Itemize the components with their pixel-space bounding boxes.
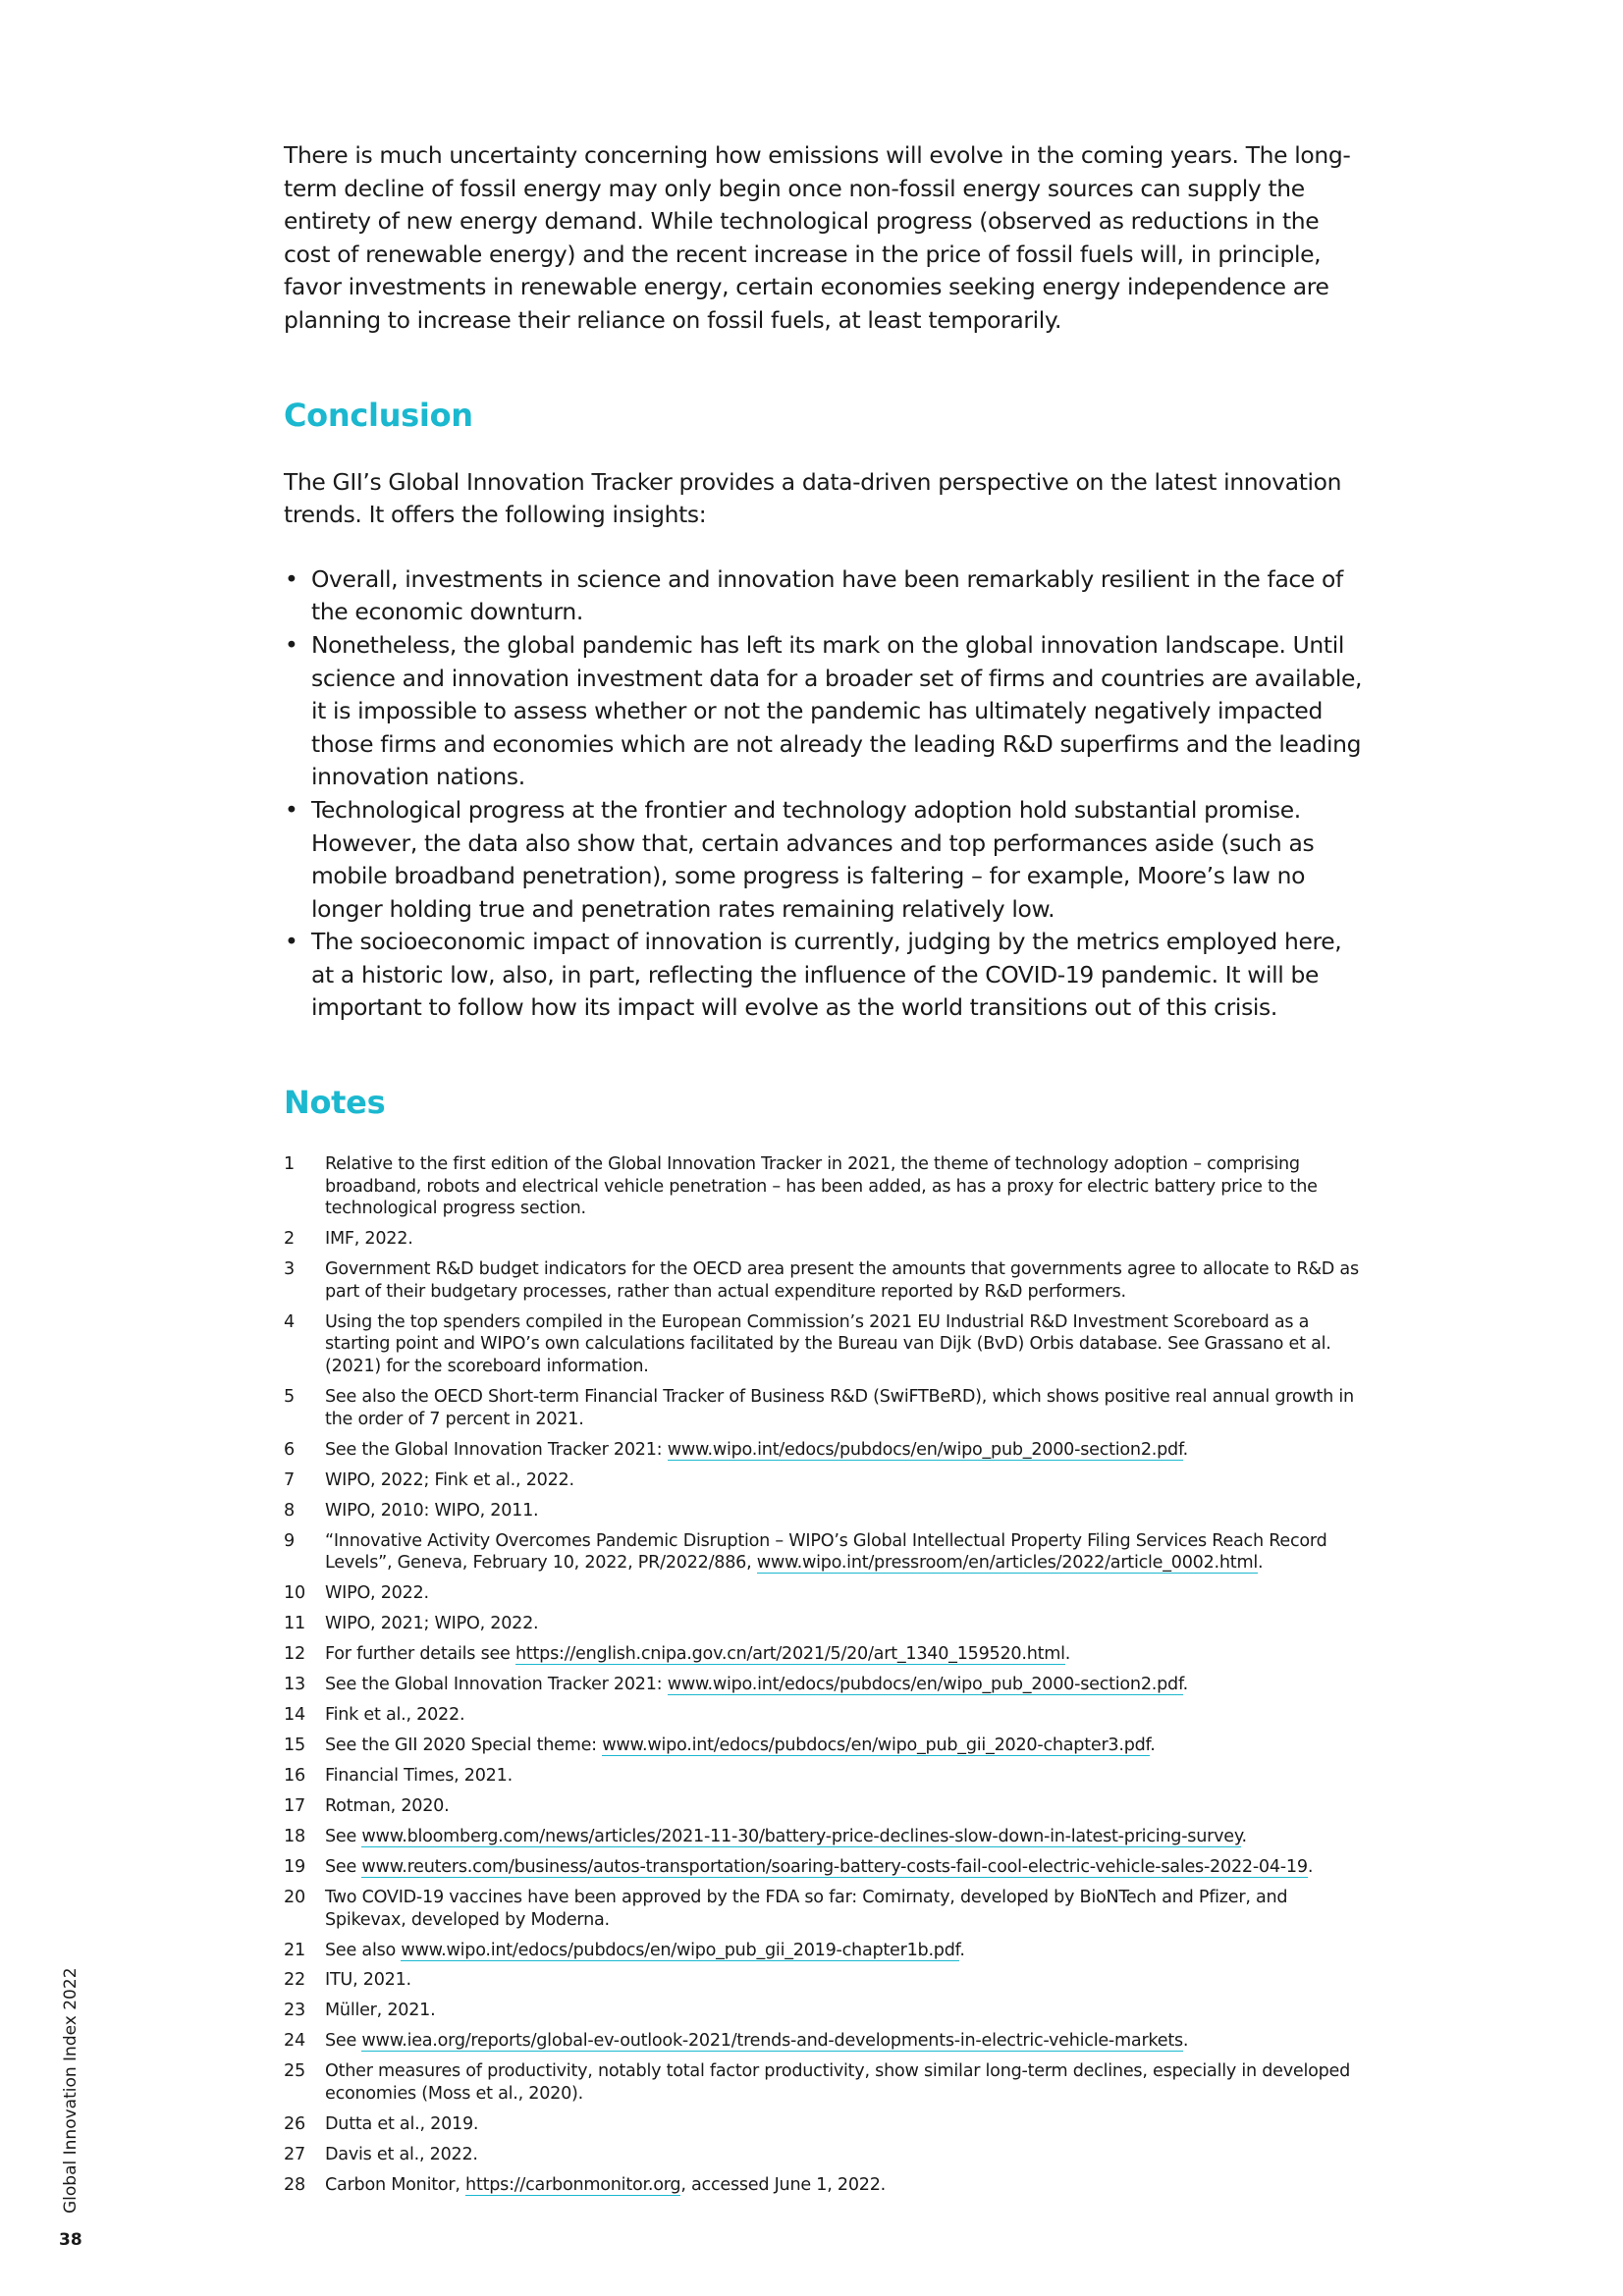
note-text-prefix: See also [325,1940,402,1960]
note-number: 20 [284,1887,305,1907]
note-link[interactable]: https://english.cnipa.gov.cn/art/2021/5/20/art_1340_159520.html [514,1644,1065,1665]
note-item [284,1311,1364,1378]
bullet-icon: • [285,630,298,659]
note-text-prefix: See [325,2031,362,2052]
note-item [284,1704,1364,1727]
note-text-suffix: . [1182,2031,1189,2052]
note-number: 25 [284,2061,305,2082]
note-text: Davis et al., 2022. [325,2145,478,2164]
note-item [284,1500,1364,1522]
note-item [284,1530,1364,1575]
bullet-item [284,629,1364,794]
bullet-icon: • [285,795,298,824]
note-item [284,1439,1364,1462]
note-item [284,1674,1364,1696]
note-item [284,1856,1364,1879]
bullet-item [284,794,1364,926]
note-item [284,1940,1364,1962]
note-number: 12 [284,1644,305,1665]
note-text-prefix: Carbon Monitor, [325,2174,466,2195]
note-text: Other measures of productivity, notably total factor productivity, show similar long-term declines, especially in developed economies (Moss et al., 2020). [325,2061,1351,2105]
note-link[interactable]: www.wipo.int/edocs/pubdocs/en/wipo_pub_gii_2020-chapter3.pdf [602,1735,1151,1755]
note-text: Fink et al., 2022. [325,1705,465,1726]
conclusion-heading: Conclusion [284,396,473,434]
note-text-suffix: . [1307,1856,1314,1877]
note-number: 19 [284,1856,305,1877]
note-number: 17 [284,1795,305,1816]
note-number: 1 [284,1154,295,1175]
note-item [284,2113,1364,2136]
bullet-item [284,563,1364,629]
note-number: 16 [284,1765,305,1786]
note-number: 6 [284,1439,295,1460]
note-text: ITU, 2021. [325,1970,411,1991]
note-item [284,2000,1364,2022]
note-item [284,2060,1364,2105]
note-text: Financial Times, 2021. [325,1765,513,1786]
note-text-suffix: . [1182,1439,1188,1460]
note-item [284,1969,1364,1992]
note-number: 2 [284,1229,295,1250]
note-text-prefix: See the Global Innovation Tracker 2021: [325,1439,668,1460]
note-text: Two COVID-19 vaccines have been approved by the FDA so far: Comirnaty, developed by BioNTech and Pfizer, and Spikevax, developed by Moderna. [325,1887,1288,1930]
note-text [325,2174,1364,2197]
note-number: 11 [284,1614,305,1634]
note-text: Rotman, 2020. [325,1795,450,1816]
note-text-prefix: See the Global Innovation Tracker 2021: [325,1675,668,1695]
note-item [284,1258,1364,1303]
publication-title: Global Innovation Index 2022 [61,1967,81,2214]
note-text: WIPO, 2010: WIPO, 2011. [325,1500,539,1521]
note-number: 4 [284,1311,295,1332]
note-number: 14 [284,1705,305,1726]
note-number: 13 [284,1675,305,1695]
note-text: WIPO, 2022. [325,1583,429,1604]
note-item [284,2030,1364,2053]
note-text-prefix: “Innovative Activity Overcomes Pandemic Disruption – WIPO’s Global Intellectual Property Filing Services Reach Record Levels”, Geneva, February 10, 2022, PR/2022/886, [325,1530,1327,1574]
bullet-text: Technological progress at the frontier and technology adoption hold substantial promise. However, the data also show that, certain advances and top performances aside (such as mobile broadband penetration), some progress is faltering – for example, Moore’s law no longer holding true and penetration rates remaining relatively low. [311,795,1315,923]
note-text-prefix: See [325,1856,362,1877]
note-number: 22 [284,1970,305,1991]
note-number: 26 [284,2114,305,2135]
note-item [284,1582,1364,1605]
note-text [325,1643,1364,1666]
note-link[interactable]: https://carbonmonitor.org [465,2174,681,2195]
note-link[interactable]: www.bloomberg.com/news/articles/2021-11-30/battery-price-declines-slow-down-in-latest-pricing-survey [361,1826,1242,1846]
note-text [325,2030,1364,2053]
bullet-text: Nonetheless, the global pandemic has left its mark on the global innovation landscape. Until science and innovation investment data for a broader set of firms and countries are available, it is impossible to assess whether or not the pandemic has ultimately negatively impacted those firms and economies which are not already the leading R&D superfirms and the leading innovation nations. [311,630,1363,791]
conclusion-bullet-list [284,563,1364,1025]
note-item [284,1887,1364,1931]
note-number: 23 [284,2001,305,2021]
note-number: 7 [284,1469,295,1490]
note-link[interactable]: www.reuters.com/business/autos-transportation/soaring-battery-costs-fail-cool-electric-vehicle-sales-2022-04-19 [361,1856,1308,1877]
note-text [325,1439,1364,1462]
note-text-suffix: , accessed June 1, 2022. [680,2174,887,2195]
note-item [284,1613,1364,1635]
note-text: IMF, 2022. [325,1229,413,1250]
note-text: WIPO, 2022; Fink et al., 2022. [325,1469,574,1490]
note-link[interactable]: www.iea.org/reports/global-ev-outlook-2021/trends-and-developments-in-electric-vehicle-markets [361,2031,1183,2052]
note-text-suffix: . [1241,1826,1247,1846]
note-number: 10 [284,1583,305,1604]
note-number: 3 [284,1259,295,1280]
note-number: 21 [284,1940,305,1960]
note-text-suffix: . [1182,1675,1188,1695]
note-text-suffix: . [959,1940,965,1960]
notes-heading: Notes [284,1084,386,1122]
note-text [325,1826,1364,1848]
note-text [325,1940,1364,1962]
bullet-item [284,926,1364,1025]
note-item [284,2144,1364,2166]
note-text-prefix: See [325,1826,362,1846]
note-item [284,1469,1364,1492]
note-text-suffix: . [1150,1735,1156,1755]
note-number: 28 [284,2174,305,2195]
note-item [284,1153,1364,1220]
note-text-suffix: . [1257,1553,1264,1574]
note-text-suffix: . [1064,1644,1071,1665]
note-link[interactable]: www.wipo.int/edocs/pubdocs/en/wipo_pub_2000-section2.pdf [667,1675,1183,1695]
note-item [284,1386,1364,1430]
note-text: Müller, 2021. [325,2001,436,2021]
note-text: See also the OECD Short-term Financial Tracker of Business R&D (SwiFTBeRD), which shows positive real annual growth in the order of 7 percent in 2021. [325,1386,1354,1429]
note-link[interactable]: www.wipo.int/edocs/pubdocs/en/wipo_pub_gii_2019-chapter1b.pdf [401,1940,960,1960]
note-text: Using the top spenders compiled in the European Commission’s 2021 EU Industrial R&D Investment Scoreboard as a starting point and WIPO’s own calculations facilitated by the Bureau van Dijk (BvD) Orbis database. See Grassano et al. (2021) for the scoreboard information. [325,1311,1331,1376]
bullet-icon: • [285,928,298,956]
note-text: Government R&D budget indicators for the OECD area present the amounts that governments agree to allocate to R&D as part of their budgetary processes, rather than actual expenditure reported by R&D performers. [325,1259,1359,1302]
note-text: Relative to the first edition of the Global Innovation Tracker in 2021, the theme of technology adoption – comprising broadband, robots and electrical vehicle penetration – has been added, as has a proxy for electric battery price to the technological progress section. [325,1154,1318,1219]
note-text [325,1530,1364,1575]
note-number: 15 [284,1735,305,1755]
note-text: Dutta et al., 2019. [325,2114,479,2135]
intro-paragraph: There is much uncertainty concerning how emissions will evolve in the coming years. The long-term decline of fossil energy may only begin once non-fossil energy sources can supply the entirety of new energy demand. While technological progress (observed as reductions in the cost of renewable energy) and the recent increase in the price of fossil fuels will, in principle, favor investments in renewable energy, certain economies seeking energy independence are planning to increase their reliance on fossil fuels, at least temporarily. [284,141,1351,334]
notes-list [284,1153,1364,2197]
note-number: 8 [284,1500,295,1521]
note-text: WIPO, 2021; WIPO, 2022. [325,1614,539,1634]
bullet-text: Overall, investments in science and innovation have been remarkably resilient in the face of the economic downturn. [311,564,1343,626]
note-item [284,1765,1364,1788]
note-text [325,1735,1364,1757]
bullet-icon: • [285,564,298,593]
note-item [284,1795,1364,1818]
note-link[interactable]: www.wipo.int/edocs/pubdocs/en/wipo_pub_2000-section2.pdf [667,1439,1183,1460]
note-item [284,1735,1364,1757]
note-text [325,1674,1364,1696]
note-number: 24 [284,2031,305,2052]
conclusion-intro: The GII’s Global Innovation Tracker provides a data-driven perspective on the latest innovation trends. It offers the following insights: [284,467,1342,529]
note-item [284,2174,1364,2197]
note-item [284,1643,1364,1666]
note-text [325,1856,1364,1879]
page-content [284,139,1364,2205]
note-number: 5 [284,1386,295,1407]
note-text-prefix: For further details see [325,1644,515,1665]
note-text-prefix: See the GII 2020 Special theme: [325,1735,603,1755]
note-number: 27 [284,2145,305,2164]
note-item [284,1228,1364,1251]
note-number: 9 [284,1530,295,1551]
note-number: 18 [284,1826,305,1846]
note-link[interactable]: www.wipo.int/pressroom/en/articles/2022/article_0002.html [756,1553,1258,1574]
note-item [284,1826,1364,1848]
bullet-text: The socioeconomic impact of innovation is currently, judging by the metrics employed here, at a historic low, also, in part, reflecting the influence of the COVID-19 pandemic. It will be important to follow how its impact will evolve as the world transitions out of this crisis. [311,928,1342,1022]
page-number: 38 [59,2230,82,2250]
